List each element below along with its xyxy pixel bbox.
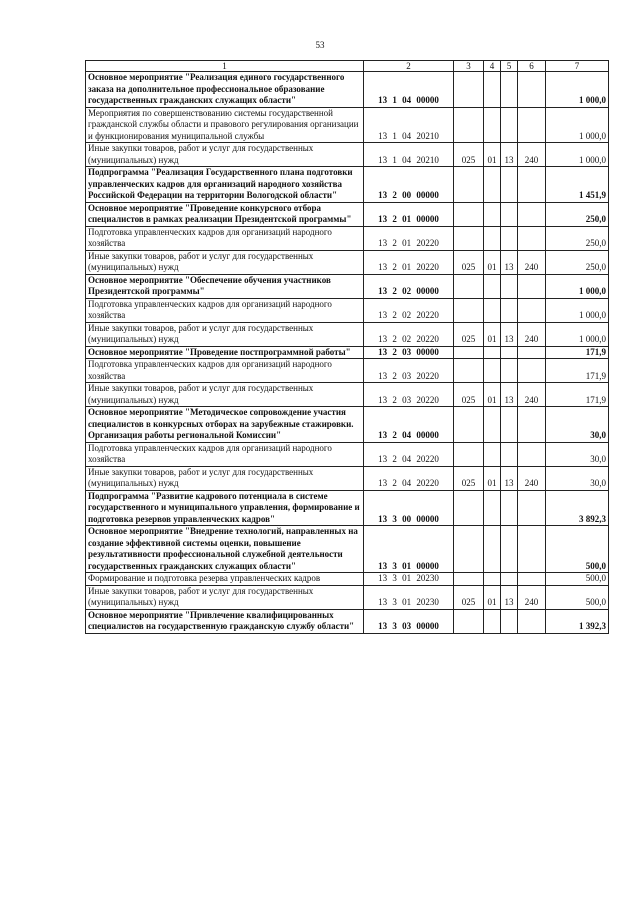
row-subsection-cell: 13: [501, 250, 518, 274]
row-subsection-cell: [501, 274, 518, 298]
row-grbs-cell: [454, 609, 484, 633]
row-code-cell: 13 3 01 20230: [364, 585, 454, 609]
row-code-cell: 13 2 02 20220: [364, 322, 454, 346]
row-expense-type-cell: 240: [518, 250, 546, 274]
table-row: [86, 609, 609, 633]
row-expense-type-cell: [518, 202, 546, 226]
row-amount-cell: 171,9: [546, 359, 609, 383]
row-section-cell: [484, 202, 501, 226]
row-subsection-cell: [501, 107, 518, 143]
row-subsection-cell: [501, 167, 518, 203]
row-code-cell: 13 2 01 00000: [364, 202, 454, 226]
row-name-cell: Иные закупки товаров, работ и услуг для государственных (муниципальных) нужд: [86, 143, 364, 167]
row-name-cell: Основное мероприятие "Методическое сопровождение участия специалистов в конкурсных отборах на зарубежные стажировки. Организация работы региональной Комиссии": [86, 407, 364, 443]
row-grbs-cell: [454, 167, 484, 203]
row-amount-cell: 1 000,0: [546, 274, 609, 298]
row-expense-type-cell: [518, 226, 546, 250]
table-row: [86, 490, 609, 526]
row-name-cell: Формирование и подготовка резерва управленческих кадров: [86, 573, 364, 586]
row-expense-type-cell: [518, 107, 546, 143]
row-expense-type-cell: [518, 298, 546, 322]
table-row: [86, 322, 609, 346]
table-row: [86, 250, 609, 274]
table-row: [86, 407, 609, 443]
row-name-cell: Иные закупки товаров, работ и услуг для государственных (муниципальных) нужд: [86, 585, 364, 609]
table-row: [86, 346, 609, 359]
row-section-cell: [484, 72, 501, 108]
row-code-cell: 13 2 02 00000: [364, 274, 454, 298]
row-grbs-cell: [454, 107, 484, 143]
table-row: [86, 442, 609, 466]
row-subsection-cell: 13: [501, 322, 518, 346]
row-section-cell: [484, 407, 501, 443]
row-code-cell: 13 3 01 20230: [364, 573, 454, 586]
row-expense-type-cell: 240: [518, 383, 546, 407]
table-row: [86, 167, 609, 203]
row-name-cell: Основное мероприятие "Реализация единого государственного заказа на дополнительное профессиональное образование государственных гражданских служащих области": [86, 72, 364, 108]
row-grbs-cell: 025: [454, 322, 484, 346]
row-code-cell: 13 2 00 00000: [364, 167, 454, 203]
row-amount-cell: 250,0: [546, 202, 609, 226]
row-amount-cell: 1 392,3: [546, 609, 609, 633]
row-code-cell: 13 1 04 20210: [364, 107, 454, 143]
row-subsection-cell: 13: [501, 585, 518, 609]
row-subsection-cell: [501, 72, 518, 108]
header-row: [86, 61, 609, 72]
row-section-cell: 01: [484, 466, 501, 490]
row-code-cell: 13 2 04 20220: [364, 466, 454, 490]
row-name-cell: Подпрограмма "Реализация Государственного плана подготовки управленческих кадров для организаций народного хозяйства Российской Федерации на территории Вологодской области": [86, 167, 364, 203]
column-header: 1: [86, 61, 364, 72]
page-number: 53: [315, 40, 325, 50]
row-name-cell: Иные закупки товаров, работ и услуг для государственных (муниципальных) нужд: [86, 383, 364, 407]
row-amount-cell: 30,0: [546, 466, 609, 490]
row-section-cell: [484, 346, 501, 359]
row-amount-cell: 3 892,3: [546, 490, 609, 526]
row-grbs-cell: 025: [454, 466, 484, 490]
row-code-cell: 13 2 01 20220: [364, 226, 454, 250]
table-row: [86, 72, 609, 108]
row-code-cell: 13 2 04 00000: [364, 407, 454, 443]
row-grbs-cell: [454, 490, 484, 526]
row-section-cell: [484, 226, 501, 250]
row-subsection-cell: [501, 573, 518, 586]
row-name-cell: Основное мероприятие "Проведение постпрограммной работы": [86, 346, 364, 359]
row-subsection-cell: [501, 526, 518, 573]
column-header: 6: [518, 61, 546, 72]
row-section-cell: 01: [484, 585, 501, 609]
row-expense-type-cell: 240: [518, 322, 546, 346]
row-code-cell: 13 1 04 20210: [364, 143, 454, 167]
row-name-cell: Подготовка управленческих кадров для организаций народного хозяйства: [86, 298, 364, 322]
table-row: [86, 143, 609, 167]
row-amount-cell: 1 000,0: [546, 72, 609, 108]
row-amount-cell: 250,0: [546, 226, 609, 250]
row-expense-type-cell: [518, 573, 546, 586]
row-expense-type-cell: 240: [518, 143, 546, 167]
row-subsection-cell: [501, 202, 518, 226]
table-row: [86, 226, 609, 250]
row-section-cell: [484, 442, 501, 466]
table-row: [86, 359, 609, 383]
row-code-cell: 13 2 03 20220: [364, 359, 454, 383]
row-expense-type-cell: [518, 526, 546, 573]
row-name-cell: Иные закупки товаров, работ и услуг для государственных (муниципальных) нужд: [86, 250, 364, 274]
row-grbs-cell: [454, 346, 484, 359]
row-grbs-cell: 025: [454, 250, 484, 274]
row-name-cell: Подготовка управленческих кадров для организаций народного хозяйства: [86, 359, 364, 383]
row-name-cell: Основное мероприятие "Обеспечение обучения участников Президентской программы": [86, 274, 364, 298]
row-amount-cell: 171,9: [546, 346, 609, 359]
table-row: [86, 573, 609, 586]
budget-table: [85, 60, 609, 634]
row-code-cell: 13 1 04 00000: [364, 72, 454, 108]
table-row: [86, 202, 609, 226]
row-expense-type-cell: [518, 609, 546, 633]
row-name-cell: Иные закупки товаров, работ и услуг для государственных (муниципальных) нужд: [86, 322, 364, 346]
row-expense-type-cell: [518, 274, 546, 298]
row-code-cell: 13 2 03 20220: [364, 383, 454, 407]
row-section-cell: [484, 167, 501, 203]
row-expense-type-cell: [518, 72, 546, 108]
row-section-cell: [484, 573, 501, 586]
column-header: 2: [364, 61, 454, 72]
row-name-cell: Иные закупки товаров, работ и услуг для государственных (муниципальных) нужд: [86, 466, 364, 490]
column-header: 3: [454, 61, 484, 72]
table-body: [86, 72, 609, 634]
row-code-cell: 13 3 00 00000: [364, 490, 454, 526]
row-section-cell: 01: [484, 143, 501, 167]
row-name-cell: Основное мероприятие "Проведение конкурсного отбора специалистов в рамках реализации Президентской программы": [86, 202, 364, 226]
row-grbs-cell: [454, 407, 484, 443]
row-expense-type-cell: [518, 167, 546, 203]
row-expense-type-cell: [518, 442, 546, 466]
row-grbs-cell: [454, 526, 484, 573]
row-expense-type-cell: [518, 490, 546, 526]
row-amount-cell: 1 000,0: [546, 322, 609, 346]
row-grbs-cell: 025: [454, 585, 484, 609]
row-code-cell: 13 3 01 00000: [364, 526, 454, 573]
table-row: [86, 383, 609, 407]
row-grbs-cell: [454, 226, 484, 250]
table-row: [86, 274, 609, 298]
table-row: [86, 466, 609, 490]
row-expense-type-cell: 240: [518, 466, 546, 490]
row-amount-cell: 1 000,0: [546, 107, 609, 143]
row-amount-cell: 250,0: [546, 250, 609, 274]
row-grbs-cell: [454, 298, 484, 322]
row-section-cell: 01: [484, 322, 501, 346]
row-expense-type-cell: [518, 359, 546, 383]
row-section-cell: [484, 526, 501, 573]
table-row: [86, 298, 609, 322]
row-code-cell: 13 2 01 20220: [364, 250, 454, 274]
row-name-cell: Подпрограмма "Развитие кадрового потенциала в системе государственного и муниципального управления, формирование и подготовка резервов управленческих кадров": [86, 490, 364, 526]
row-expense-type-cell: [518, 407, 546, 443]
row-amount-cell: 500,0: [546, 526, 609, 573]
row-section-cell: [484, 274, 501, 298]
row-name-cell: Подготовка управленческих кадров для организаций народного хозяйства: [86, 226, 364, 250]
row-code-cell: 13 2 03 00000: [364, 346, 454, 359]
row-amount-cell: 30,0: [546, 442, 609, 466]
row-subsection-cell: 13: [501, 143, 518, 167]
row-amount-cell: 1 451,9: [546, 167, 609, 203]
row-subsection-cell: [501, 226, 518, 250]
row-section-cell: 01: [484, 250, 501, 274]
row-amount-cell: 30,0: [546, 407, 609, 443]
row-name-cell: Основное мероприятие "Привлечение квалифицированных специалистов на государственную гражданскую службу области": [86, 609, 364, 633]
row-subsection-cell: [501, 298, 518, 322]
row-grbs-cell: [454, 72, 484, 108]
column-header: 5: [501, 61, 518, 72]
row-subsection-cell: [501, 442, 518, 466]
row-grbs-cell: 025: [454, 143, 484, 167]
row-subsection-cell: [501, 359, 518, 383]
row-section-cell: [484, 359, 501, 383]
row-section-cell: 01: [484, 383, 501, 407]
column-header: 4: [484, 61, 501, 72]
row-amount-cell: 500,0: [546, 585, 609, 609]
row-name-cell: Мероприятия по совершенствованию системы государственной гражданской службы области и правового регулирования организации и функционирования муниципальной службы: [86, 107, 364, 143]
row-grbs-cell: [454, 359, 484, 383]
table-row: [86, 107, 609, 143]
row-grbs-cell: [454, 202, 484, 226]
row-subsection-cell: 13: [501, 466, 518, 490]
column-header: 7: [546, 61, 609, 72]
row-name-cell: Подготовка управленческих кадров для организаций народного хозяйства: [86, 442, 364, 466]
row-amount-cell: 1 000,0: [546, 298, 609, 322]
row-subsection-cell: 13: [501, 383, 518, 407]
row-code-cell: 13 3 03 00000: [364, 609, 454, 633]
row-grbs-cell: 025: [454, 383, 484, 407]
table-row: [86, 585, 609, 609]
row-grbs-cell: [454, 442, 484, 466]
table-row: [86, 526, 609, 573]
row-grbs-cell: [454, 274, 484, 298]
row-section-cell: [484, 490, 501, 526]
row-section-cell: [484, 107, 501, 143]
row-amount-cell: 171,9: [546, 383, 609, 407]
row-expense-type-cell: [518, 346, 546, 359]
row-code-cell: 13 2 04 20220: [364, 442, 454, 466]
row-amount-cell: 1 000,0: [546, 143, 609, 167]
row-expense-type-cell: 240: [518, 585, 546, 609]
row-subsection-cell: [501, 490, 518, 526]
row-section-cell: [484, 298, 501, 322]
row-name-cell: Основное мероприятие "Внедрение технологий, направленных на создание эффективной системы оценки, повышение результативности профессиональной служебной деятельности государственных гражданских служащих области": [86, 526, 364, 573]
row-subsection-cell: [501, 609, 518, 633]
row-subsection-cell: [501, 407, 518, 443]
row-section-cell: [484, 609, 501, 633]
row-code-cell: 13 2 02 20220: [364, 298, 454, 322]
row-amount-cell: 500,0: [546, 573, 609, 586]
row-subsection-cell: [501, 346, 518, 359]
row-grbs-cell: [454, 573, 484, 586]
